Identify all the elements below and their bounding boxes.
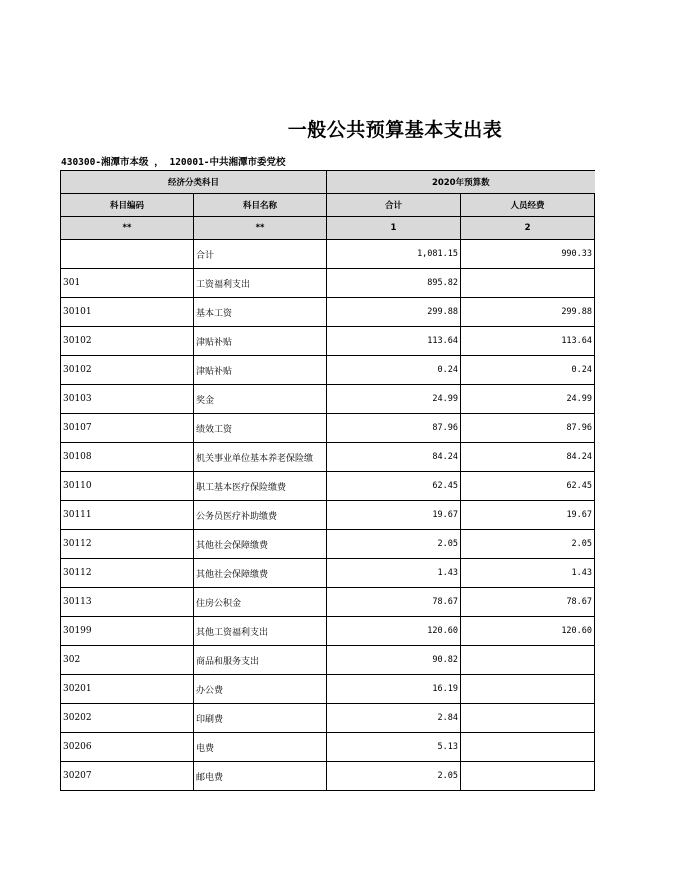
budget-table bbox=[60, 170, 595, 791]
row-name: 奖金 bbox=[194, 385, 327, 414]
row-name: 电费 bbox=[194, 733, 327, 762]
row-code bbox=[61, 240, 194, 269]
row-name: 住房公积金 bbox=[194, 588, 327, 617]
row-total: 120.60 bbox=[327, 617, 461, 646]
row-name: 邮电费 bbox=[194, 762, 327, 791]
table-row bbox=[61, 356, 595, 385]
row-name: 印刷费 bbox=[194, 704, 327, 733]
row-personnel: 87.96 bbox=[461, 414, 595, 443]
row-total: 19.67 bbox=[327, 501, 461, 530]
row-personnel: 78.67 bbox=[461, 588, 595, 617]
row-code: 30207 bbox=[61, 762, 194, 791]
row-personnel: 0.24 bbox=[461, 356, 595, 385]
header-col-code: 科目编码 bbox=[61, 194, 194, 217]
table-row bbox=[61, 762, 595, 791]
row-code: 30112 bbox=[61, 530, 194, 559]
row-total: 0.24 bbox=[327, 356, 461, 385]
row-total: 24.99 bbox=[327, 385, 461, 414]
row-name: 机关事业单位基本养老保险缴 bbox=[194, 443, 327, 472]
row-name: 职工基本医疗保险缴费 bbox=[194, 472, 327, 501]
row-name: 合计 bbox=[194, 240, 327, 269]
table-row bbox=[61, 240, 595, 269]
row-total: 5.13 bbox=[327, 733, 461, 762]
row-code: 30110 bbox=[61, 472, 194, 501]
header-index-personnel: 2 bbox=[461, 217, 595, 240]
row-personnel: 62.45 bbox=[461, 472, 595, 501]
table-row bbox=[61, 443, 595, 472]
row-name: 基本工资 bbox=[194, 298, 327, 327]
row-code: 30102 bbox=[61, 356, 194, 385]
row-total: 113.64 bbox=[327, 327, 461, 356]
row-personnel bbox=[461, 762, 595, 791]
row-name: 其他工资福利支出 bbox=[194, 617, 327, 646]
row-code: 30112 bbox=[61, 559, 194, 588]
table-row bbox=[61, 327, 595, 356]
header-index-name: ** bbox=[194, 217, 327, 240]
row-name: 其他社会保障缴费 bbox=[194, 559, 327, 588]
row-code: 30103 bbox=[61, 385, 194, 414]
unit-subtitle: 430300-湘潭市本级 ， 120001-中共湘潭市委党校 bbox=[61, 157, 286, 168]
row-code: 30199 bbox=[61, 617, 194, 646]
row-code: 30206 bbox=[61, 733, 194, 762]
row-name: 工资福利支出 bbox=[194, 269, 327, 298]
header-index-code: ** bbox=[61, 217, 194, 240]
header-column-row bbox=[61, 194, 595, 217]
row-total: 1.43 bbox=[327, 559, 461, 588]
row-code: 30108 bbox=[61, 443, 194, 472]
table-row bbox=[61, 617, 595, 646]
table-row bbox=[61, 559, 595, 588]
row-personnel bbox=[461, 733, 595, 762]
row-total: 2.84 bbox=[327, 704, 461, 733]
row-code: 30113 bbox=[61, 588, 194, 617]
row-total: 16.19 bbox=[327, 675, 461, 704]
row-name: 其他社会保障缴费 bbox=[194, 530, 327, 559]
row-name: 绩效工资 bbox=[194, 414, 327, 443]
row-name: 商品和服务支出 bbox=[194, 646, 327, 675]
row-personnel: 299.88 bbox=[461, 298, 595, 327]
row-total: 84.24 bbox=[327, 443, 461, 472]
row-personnel: 24.99 bbox=[461, 385, 595, 414]
row-personnel bbox=[461, 646, 595, 675]
row-code: 30202 bbox=[61, 704, 194, 733]
row-total: 1,081.15 bbox=[327, 240, 461, 269]
row-code: 30111 bbox=[61, 501, 194, 530]
table-row bbox=[61, 675, 595, 704]
row-total: 299.88 bbox=[327, 298, 461, 327]
header-economic-category: 经济分类科目 bbox=[61, 171, 327, 194]
row-personnel: 84.24 bbox=[461, 443, 595, 472]
page-title: 一般公共预算基本支出表 bbox=[287, 119, 503, 141]
header-col-personnel: 人员经费 bbox=[461, 194, 595, 217]
table-row bbox=[61, 588, 595, 617]
row-name: 公务员医疗补助缴费 bbox=[194, 501, 327, 530]
table-row bbox=[61, 269, 595, 298]
row-personnel bbox=[461, 269, 595, 298]
row-personnel: 120.60 bbox=[461, 617, 595, 646]
row-personnel: 1.43 bbox=[461, 559, 595, 588]
row-code: 30102 bbox=[61, 327, 194, 356]
row-personnel: 19.67 bbox=[461, 501, 595, 530]
row-code: 302 bbox=[61, 646, 194, 675]
table-row bbox=[61, 704, 595, 733]
row-total: 895.82 bbox=[327, 269, 461, 298]
row-code: 30201 bbox=[61, 675, 194, 704]
row-code: 30101 bbox=[61, 298, 194, 327]
table-row bbox=[61, 414, 595, 443]
header-group-row bbox=[61, 171, 595, 194]
row-personnel bbox=[461, 675, 595, 704]
header-col-total: 合计 bbox=[327, 194, 461, 217]
table-row bbox=[61, 501, 595, 530]
row-total: 87.96 bbox=[327, 414, 461, 443]
table-row bbox=[61, 298, 595, 327]
row-total: 2.05 bbox=[327, 762, 461, 791]
table-row bbox=[61, 472, 595, 501]
row-personnel: 2.05 bbox=[461, 530, 595, 559]
row-total: 2.05 bbox=[327, 530, 461, 559]
row-personnel bbox=[461, 704, 595, 733]
table-row bbox=[61, 385, 595, 414]
table-row bbox=[61, 646, 595, 675]
row-name: 津贴补贴 bbox=[194, 356, 327, 385]
row-total: 62.45 bbox=[327, 472, 461, 501]
header-col-name: 科目名称 bbox=[194, 194, 327, 217]
header-budget-2020: 2020年预算数 bbox=[327, 171, 595, 194]
row-code: 30107 bbox=[61, 414, 194, 443]
header-index-total: 1 bbox=[327, 217, 461, 240]
row-personnel: 990.33 bbox=[461, 240, 595, 269]
row-total: 78.67 bbox=[327, 588, 461, 617]
row-name: 办公费 bbox=[194, 675, 327, 704]
row-personnel: 113.64 bbox=[461, 327, 595, 356]
row-total: 90.82 bbox=[327, 646, 461, 675]
row-name: 津贴补贴 bbox=[194, 327, 327, 356]
table-row bbox=[61, 530, 595, 559]
header-index-row bbox=[61, 217, 595, 240]
row-code: 301 bbox=[61, 269, 194, 298]
table-row bbox=[61, 733, 595, 762]
